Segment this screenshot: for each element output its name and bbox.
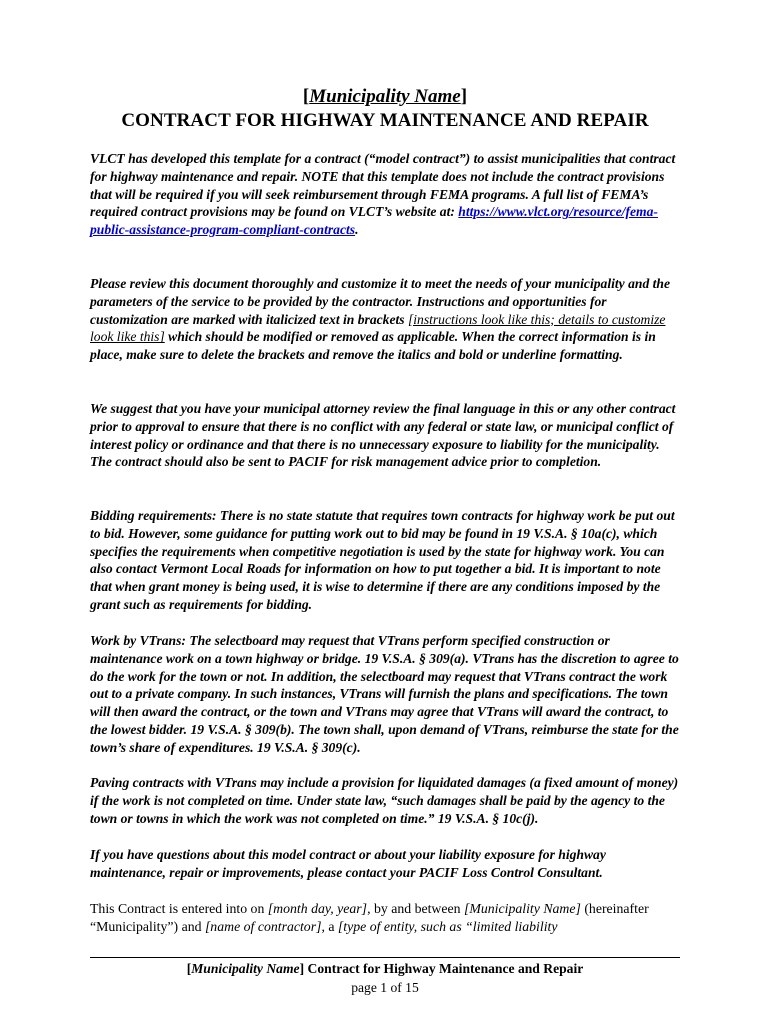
contract-text-a: This Contract is entered into on bbox=[90, 901, 268, 916]
fema-link[interactable]: https://www.vlct.org/resource/fema-public-assistance-program-compliant-contracts bbox=[90, 204, 658, 238]
review-paragraph bbox=[90, 275, 682, 364]
review-text-b: which should be modified or removed as applicable. When the correct information is in place, make sure to delete the brackets and remove the italics and bold or underline formatting. bbox=[90, 329, 656, 363]
questions-paragraph: If you have questions about this model contract or about your liability exposure for highway maintenance, repair or improvements, please contact your PACIF Loss Control Consultant. bbox=[90, 847, 606, 880]
footer-title bbox=[0, 961, 770, 977]
footer-municipality-name: Municipality Name bbox=[191, 961, 300, 976]
contract-text-d: , a bbox=[321, 918, 338, 934]
vtrans-paragraph: Work by VTrans: The selectboard may request that VTrans perform specified construction or maintenance work on a town highway or bridge. 19 V.S.A. § 309(a). VTrans has the discretion to agree to do the work for the town or not. In addition, the selectboard may request that VTrans contract the work out to a private company. In such instances, VTrans will furnish the plans and specifications. The town will then award the contract, or the town and VTrans may agree that VTrans will award the contract, to the lowest bidder. 19 V.S.A. § 309(b). The town shall, upon demand of VTrans, reimburse the state for the town’s share of expenditures. 19 V.S.A. § 309(c). bbox=[90, 633, 679, 755]
footer-bracket-open: [ bbox=[186, 961, 192, 976]
attorney-paragraph: We suggest that you have your municipal attorney review the final language in this or any other contract prior to approval to ensure that there is no conflict with any federal or state law, or municipal conflict of interest policy or ordinance and that there is no unnecessary exposure to liability for the municipality. The contract should also be sent to PACIF for risk management advice prior to completion. bbox=[90, 401, 676, 470]
municipality-placeholder: [Municipality Name] bbox=[464, 901, 581, 916]
footer-doc-title: Contract for Highway Maintenance and Repair bbox=[304, 961, 584, 976]
bracket-open: [ bbox=[302, 86, 310, 107]
intro-paragraph bbox=[90, 150, 682, 239]
bidding-paragraph: Bidding requirements: There is no state statute that requires town contracts for highway work be put out to bid. However, some guidance for putting work out to bid may be found in 19 V.S.A. § 10a(c), which specifies the requirements when competitive negotiation is used by the state for highway work. You can also contact Vermont Local Roads for information on how to put together a bid. It is important to note that when grant money is being used, it is wise to determine if there are any conditions imposed by the grant such as requirements for bidding. bbox=[90, 508, 675, 612]
footer-bracket-close: ] bbox=[299, 961, 305, 976]
contract-intro-paragraph bbox=[90, 900, 682, 936]
intro-text: VLCT has developed this template for a contract (“model contract”) to assist municipalities that contract for highway maintenance and repair. NOTE that this template does not include the contract provisions that will be required if you will seek reimbursement through FEMA programs. A full list of FEMA’s required contract provisions may be found on VLCT’s website at: bbox=[90, 151, 676, 220]
paving-paragraph: Paving contracts with VTrans may include a provision for liquidated damages (a fixed amount of money) if the work is not completed on time. Under state law, “such damages shall be paid by the agency to the town or towns in which the work was not completed on time.” 19 V.S.A. § 10c(j). bbox=[90, 775, 679, 826]
contract-text-b: , by and between bbox=[367, 901, 464, 916]
page-title: CONTRACT FOR HIGHWAY MAINTENANCE AND REPAIR bbox=[121, 110, 649, 131]
review-text-a: Please review this document thoroughly and customize it to meet the needs of your municipality and the parameters of the service to be provided by the contractor. Instructions and opportunities for customization are marked with italicized text in brackets bbox=[90, 276, 671, 327]
bracket-close: ] bbox=[460, 86, 468, 107]
page-number: page 1 of 15 bbox=[351, 980, 419, 995]
customization-example: [instructions look like this; details to customize look like this] bbox=[90, 311, 666, 345]
municipality-name-heading bbox=[0, 86, 770, 108]
contractor-placeholder: [name of contractor] bbox=[204, 918, 322, 934]
intro-end: . bbox=[355, 222, 359, 238]
date-placeholder: [month day, year] bbox=[267, 901, 368, 916]
footer-divider bbox=[90, 957, 680, 958]
municipality-name-placeholder: Municipality Name bbox=[309, 86, 461, 107]
contract-text-c: (hereinafter “Municipality”) and bbox=[90, 901, 649, 934]
entity-placeholder: [type of entity, such as “limited liability bbox=[337, 918, 558, 934]
